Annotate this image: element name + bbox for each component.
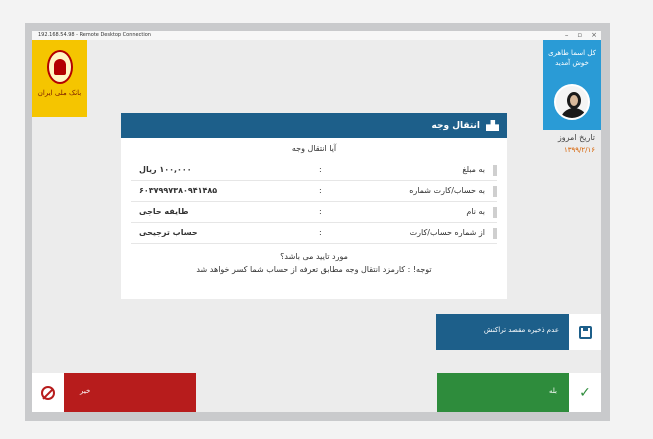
detail-value: طایفه حاجی: [139, 207, 189, 216]
date-value: ۱۳۹۹/۲/۱۶: [563, 146, 595, 154]
transfer-details: [131, 160, 497, 244]
detail-value: ۱۰۰,۰۰۰ ریال: [139, 165, 192, 174]
detail-row-amount: [131, 160, 497, 181]
user-name: کل اسما طاهری: [548, 49, 596, 57]
detail-label: به مبلغ: [462, 165, 485, 174]
detail-colon: :: [319, 186, 322, 195]
close-button[interactable]: ×: [591, 31, 597, 39]
minimize-button[interactable]: –: [564, 31, 569, 39]
cancel-icon: [41, 386, 55, 400]
transfer-icon: [486, 120, 499, 131]
detail-value: ۶۰۳۷۹۹۷۳۸۰۹۴۱۴۸۵: [139, 186, 218, 195]
dont-save-destination-label: عدم ذخیره مقصد تراکنش: [483, 326, 559, 334]
save-icon-wrap: [569, 314, 601, 350]
bank-emblem-icon: [47, 50, 73, 84]
check-icon: ✓: [569, 373, 601, 412]
confirm-question: مورد تایید می باشد؟: [280, 252, 348, 261]
yes-button-label: بله: [548, 387, 557, 395]
dialog-question: آیا انتقال وجه: [291, 144, 337, 153]
detail-colon: :: [319, 207, 322, 216]
no-button[interactable]: [32, 373, 196, 412]
dialog-title: انتقال وجه: [431, 120, 480, 131]
detail-row-name: [131, 202, 497, 223]
date-label: تاریخ امروز: [557, 133, 595, 142]
transfer-confirm-dialog: [121, 113, 507, 299]
row-marker: [493, 207, 497, 218]
dialog-header: [121, 113, 507, 138]
fee-note: توجه! : کارمزد انتقال وجه مطابق تعرفه از حساب شما کسر خواهد شد: [196, 265, 432, 274]
detail-value: حساب ترجیحی: [139, 228, 198, 237]
maximize-button[interactable]: ▫: [577, 31, 583, 39]
bank-logo-text: بانک ملی ایران: [37, 89, 82, 97]
row-marker: [493, 228, 497, 239]
window-title: 192.168.54.98 - Remote Desktop Connection: [38, 32, 151, 38]
yes-button[interactable]: [437, 373, 601, 412]
user-greeting: خوش آمدید: [555, 59, 589, 67]
avatar: [554, 84, 590, 120]
row-marker: [493, 186, 497, 197]
user-panel: [543, 40, 601, 130]
cancel-icon-wrap: [32, 373, 64, 412]
detail-label: از شماره حساب/کارت: [409, 228, 485, 237]
detail-colon: :: [319, 165, 322, 174]
detail-row-destination: [131, 181, 497, 202]
detail-row-source: [131, 223, 497, 244]
dont-save-destination-button[interactable]: [436, 314, 601, 350]
bank-logo: [32, 40, 87, 117]
detail-label: به حساب/کارت شماره: [409, 186, 485, 195]
window-titlebar: [32, 31, 601, 40]
detail-label: به نام: [466, 207, 485, 216]
detail-colon: :: [319, 228, 322, 237]
window-controls: [565, 31, 597, 40]
remote-desktop-screen: [32, 31, 601, 412]
row-marker: [493, 165, 497, 176]
save-disk-icon: [579, 326, 592, 339]
no-button-label: خیر: [80, 387, 91, 395]
